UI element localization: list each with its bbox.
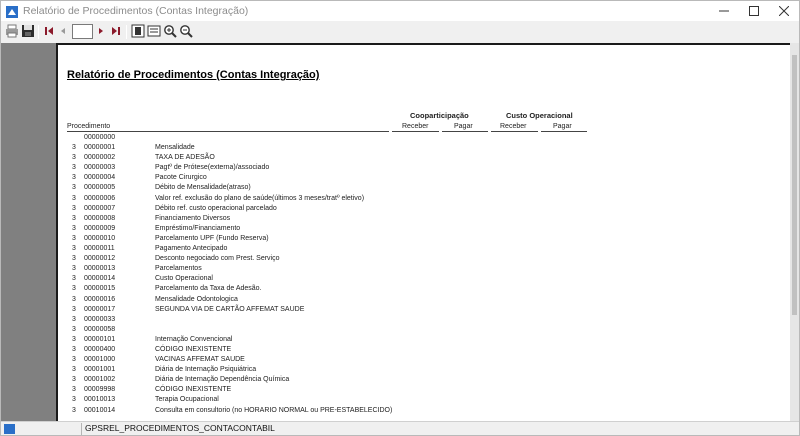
table-row: [58, 275, 758, 285]
column-header-pagar: Pagar: [454, 123, 473, 130]
status-bar: [1, 421, 799, 435]
zoom-in-icon[interactable]: [163, 24, 177, 38]
zoom-out-icon[interactable]: [179, 24, 193, 38]
row-code: 00000007: [84, 204, 116, 212]
row-level: 3: [72, 285, 76, 293]
row-description: Diária de Internação Dependência Química: [155, 376, 290, 384]
table-row: [58, 306, 758, 316]
toolbar: [1, 21, 799, 43]
procedure-list: [58, 134, 758, 417]
row-level: 3: [72, 376, 76, 384]
table-row: [58, 316, 758, 326]
row-level: 3: [72, 396, 76, 404]
row-code: 00000005: [84, 184, 116, 192]
row-level: 3: [72, 345, 76, 353]
row-level: 3: [72, 406, 76, 414]
row-level: 3: [72, 366, 76, 374]
row-description: Custo Operacional: [155, 275, 213, 283]
row-description: Parcelamento da Taxa de Adesão.: [155, 285, 262, 293]
vertical-scrollbar[interactable]: [790, 43, 799, 421]
row-code: 00009998: [84, 386, 116, 394]
row-level: 3: [72, 275, 76, 283]
row-level: 3: [72, 305, 76, 313]
row-description: Empréstimo/Financiamento: [155, 224, 241, 232]
row-description: Mensalidade Odontologica: [155, 295, 238, 303]
status-indicator-icon: [4, 424, 15, 434]
scrollbar-thumb[interactable]: [792, 55, 797, 315]
save-icon[interactable]: [21, 24, 35, 38]
column-header-pagar: Pagar: [553, 123, 572, 130]
report-name-label: GPSREL_PROCEDIMENTOS_CONTACONTABIL: [85, 423, 275, 433]
row-code: 00001001: [84, 366, 116, 374]
single-page-icon[interactable]: [131, 24, 145, 38]
row-level: 3: [72, 194, 76, 202]
table-row: [58, 386, 758, 396]
row-code: 00000002: [84, 154, 116, 162]
row-description: Desconto negociado com Prest. Serviço: [155, 255, 280, 263]
row-description: TAXA DE ADESÃO: [155, 154, 215, 162]
row-description: Internação Convencional: [155, 335, 233, 343]
row-description: CÓDIGO INEXISTENTE: [155, 386, 232, 394]
row-description: Valor ref. exclusão do plano de saúde(últimos 3 meses/tratº eletivo): [155, 194, 365, 202]
next-page-icon[interactable]: [94, 24, 108, 38]
row-level: 3: [72, 255, 76, 263]
table-row: [58, 407, 758, 417]
header-underline: [491, 131, 538, 132]
row-level: 3: [72, 174, 76, 182]
two-page-icon[interactable]: [147, 24, 161, 38]
row-code: 00000400: [84, 345, 116, 353]
report-title: Relatório de Procedimentos (Contas Integração): [67, 69, 320, 81]
header-underline: [67, 131, 389, 132]
row-description: Mensalidade: [155, 144, 195, 152]
header-underline: [541, 131, 587, 132]
row-level: 3: [72, 184, 76, 192]
row-description: Terapia Ocupacional: [155, 396, 219, 404]
table-row: [58, 245, 758, 255]
row-code: 00000014: [84, 275, 116, 283]
row-description: Pagtº de Prótese(externa)/associado: [155, 164, 270, 172]
row-code: 00000010: [84, 234, 116, 242]
table-row: [58, 336, 758, 346]
row-level: 3: [72, 204, 76, 212]
row-code: 00000001: [84, 144, 116, 152]
report-page: [56, 43, 790, 421]
row-description: Parcelamentos: [155, 265, 202, 273]
table-row: [58, 184, 758, 194]
table-row: [58, 376, 758, 386]
prev-page-icon[interactable]: [56, 24, 70, 38]
row-code: 00000004: [84, 174, 116, 182]
row-code: 00000000: [84, 134, 116, 141]
row-level: 3: [72, 265, 76, 273]
row-description: Parcelamento UPF (Fundo Reserva): [155, 234, 269, 242]
row-level: 3: [72, 164, 76, 172]
close-icon[interactable]: [770, 1, 798, 21]
row-level: 3: [72, 144, 76, 152]
row-code: 00000011: [84, 245, 115, 253]
app-icon: [6, 5, 18, 17]
row-code: 00000006: [84, 194, 116, 202]
table-row: [58, 205, 758, 215]
maximize-icon[interactable]: [740, 1, 768, 21]
row-code: 00000012: [84, 255, 116, 263]
row-code: 00010014: [84, 406, 116, 414]
group-header-custo-operacional: Custo Operacional: [506, 111, 573, 120]
row-code: 00000058: [84, 325, 116, 333]
table-row: [58, 215, 758, 225]
status-separator: [81, 423, 82, 435]
row-code: 00000015: [84, 285, 116, 293]
first-page-icon[interactable]: [42, 24, 56, 38]
print-icon[interactable]: [5, 24, 19, 38]
row-description: Financiamento Diversos: [155, 214, 231, 222]
title-bar[interactable]: [1, 1, 799, 21]
table-row: [58, 366, 758, 376]
window-title: Relatório de Procedimentos (Contas Integração): [23, 5, 249, 17]
row-code: 00001000: [84, 356, 116, 364]
row-code: 00000008: [84, 214, 116, 222]
row-code: 00000101: [84, 335, 116, 343]
row-level: 3: [72, 356, 76, 364]
row-level: 3: [72, 224, 76, 232]
header-underline: [442, 131, 488, 132]
row-code: 00000016: [84, 295, 116, 303]
group-header-coparticipacao: Cooparticipação: [410, 111, 469, 120]
table-row: [58, 195, 758, 205]
row-level: 3: [72, 154, 76, 162]
row-level: 3: [72, 214, 76, 222]
table-row: [58, 285, 758, 295]
row-code: 00000017: [84, 305, 116, 313]
table-row: [58, 225, 758, 235]
column-header-procedimento: Procedimento: [67, 123, 111, 130]
report-preview-area: [1, 43, 799, 421]
table-row: [58, 296, 758, 306]
table-row: [58, 164, 758, 174]
row-description: CÓDIGO INEXISTENTE: [155, 345, 232, 353]
table-row: [58, 144, 758, 154]
header-underline: [392, 131, 439, 132]
row-description: Pagamento Antecipado: [155, 245, 228, 253]
row-level: 3: [72, 325, 76, 333]
column-header-receber: Receber: [500, 123, 527, 130]
column-header-receber: Receber: [402, 123, 429, 130]
table-row: [58, 396, 758, 406]
row-level: 3: [72, 315, 76, 323]
row-level: 3: [72, 335, 76, 343]
toolbar-separator: [126, 25, 127, 39]
minimize-icon[interactable]: [710, 1, 738, 21]
table-row: [58, 174, 758, 184]
table-row: [58, 154, 758, 164]
row-description: Consulta em consultorio (no HORARIO NORMAL ou PRE-ESTABELECIDO): [155, 406, 393, 414]
toolbar-separator: [38, 25, 39, 39]
row-code: 00000009: [84, 224, 116, 232]
table-row: [58, 235, 758, 245]
row-code: 00000003: [84, 164, 116, 172]
row-description: Diária de Internação Psiquiátrica: [155, 366, 257, 374]
row-code: 00010013: [84, 396, 116, 404]
table-row: [58, 356, 758, 366]
table-row: [58, 326, 758, 336]
last-page-icon[interactable]: [109, 24, 123, 38]
table-row: [58, 134, 758, 144]
row-code: 00001002: [84, 376, 116, 384]
row-description: SEGUNDA VIA DE CARTÃO AFFEMAT SAUDE: [155, 305, 305, 313]
table-row: [58, 265, 758, 275]
page-number-input[interactable]: [72, 24, 93, 39]
row-level: 3: [72, 234, 76, 242]
table-row: [58, 255, 758, 265]
row-description: Débito de Mensalidade(atraso): [155, 184, 251, 192]
row-level: 3: [72, 386, 76, 394]
row-description: Débito ref. custo operacional parcelado: [155, 204, 277, 212]
row-level: 3: [72, 295, 76, 303]
row-code: 00000033: [84, 315, 116, 323]
table-row: [58, 346, 758, 356]
row-description: VACINAS AFFEMAT SAUDE: [155, 356, 245, 364]
row-level: 3: [72, 245, 76, 253]
row-code: 00000013: [84, 265, 116, 273]
row-description: Pacote Cirurgico: [155, 174, 207, 182]
